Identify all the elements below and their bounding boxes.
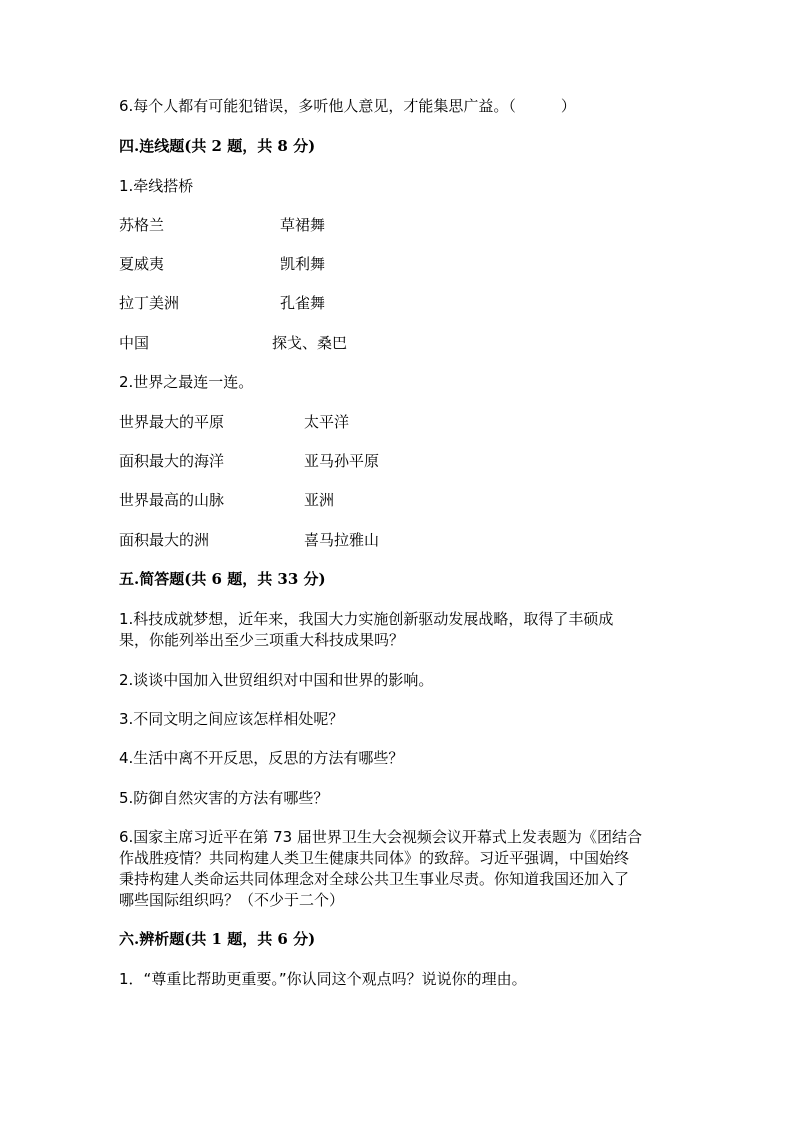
match2-right-item: 太平洋 — [304, 413, 350, 431]
match2-left-item: 面积最大的海洋 — [119, 452, 225, 470]
short-answer-question-6-cont: 哪些国际组织吗？（不少于二个） — [119, 891, 345, 909]
match1-right-item: 探戈、桑巴 — [272, 334, 348, 352]
match1-right-item: 孔雀舞 — [280, 294, 326, 312]
short-answer-question-6-cont: 作战胜疫情？共同构建人类卫生健康共同体》的致辞。习近平强调，中国始终 — [119, 849, 630, 867]
match2-right-item: 喜马拉雅山 — [304, 531, 380, 549]
section-5-heading: 五.简答题(共 6 题，共 33 分) — [119, 570, 326, 588]
short-answer-question-3: 3.不同文明之间应该怎样相处呢？ — [119, 710, 344, 728]
short-answer-question-5: 5.防御自然灾害的方法有哪些？ — [119, 789, 329, 807]
short-answer-question-4: 4.生活中离不开反思，反思的方法有哪些？ — [119, 749, 404, 767]
analysis-question-1: 1．“尊重比帮助更重要。”你认同这个观点吗？说说你的理由。 — [119, 970, 527, 988]
short-answer-question-1-cont: 果，你能列举出至少三项重大科技成果吗？ — [119, 631, 405, 649]
judge-question-6: 6.每个人都有可能犯错误，多听他人意见，才能集思广益。（ ） — [119, 97, 576, 115]
section-4-heading: 四.连线题(共 2 题，共 8 分) — [119, 137, 316, 155]
short-answer-question-2: 2.谈谈中国加入世贸组织对中国和世界的影响。 — [119, 671, 434, 689]
matching-question-2-title: 2.世界之最连一连。 — [119, 373, 254, 391]
match2-right-item: 亚马孙平原 — [304, 452, 380, 470]
match1-left-item: 苏格兰 — [119, 216, 165, 234]
match2-right-item: 亚洲 — [304, 491, 335, 509]
short-answer-question-1: 1.科技成就梦想，近年来，我国大力实施创新驱动发展战略，取得了丰硕成 — [119, 610, 614, 628]
match1-left-item: 夏威夷 — [119, 255, 165, 273]
match2-left-item: 面积最大的洲 — [119, 531, 210, 549]
match1-right-item: 凯利舞 — [280, 255, 326, 273]
match2-left-item: 世界最大的平原 — [119, 413, 225, 431]
match2-left-item: 世界最高的山脉 — [119, 491, 225, 509]
section-6-heading: 六.辨析题(共 1 题，共 6 分) — [119, 930, 316, 948]
short-answer-question-6-cont: 秉持构建人类命运共同体理念对全球公共卫生事业尽责。你知道我国还加入了 — [119, 870, 630, 888]
match1-right-item: 草裙舞 — [280, 216, 326, 234]
matching-question-1-title: 1.牵线搭桥 — [119, 177, 194, 195]
match1-left-item: 中国 — [119, 334, 150, 352]
short-answer-question-6: 6.国家主席习近平在第 73 届世界卫生大会视频会议开幕式上发表题为《团结合 — [119, 828, 642, 846]
match1-left-item: 拉丁美洲 — [119, 294, 180, 312]
